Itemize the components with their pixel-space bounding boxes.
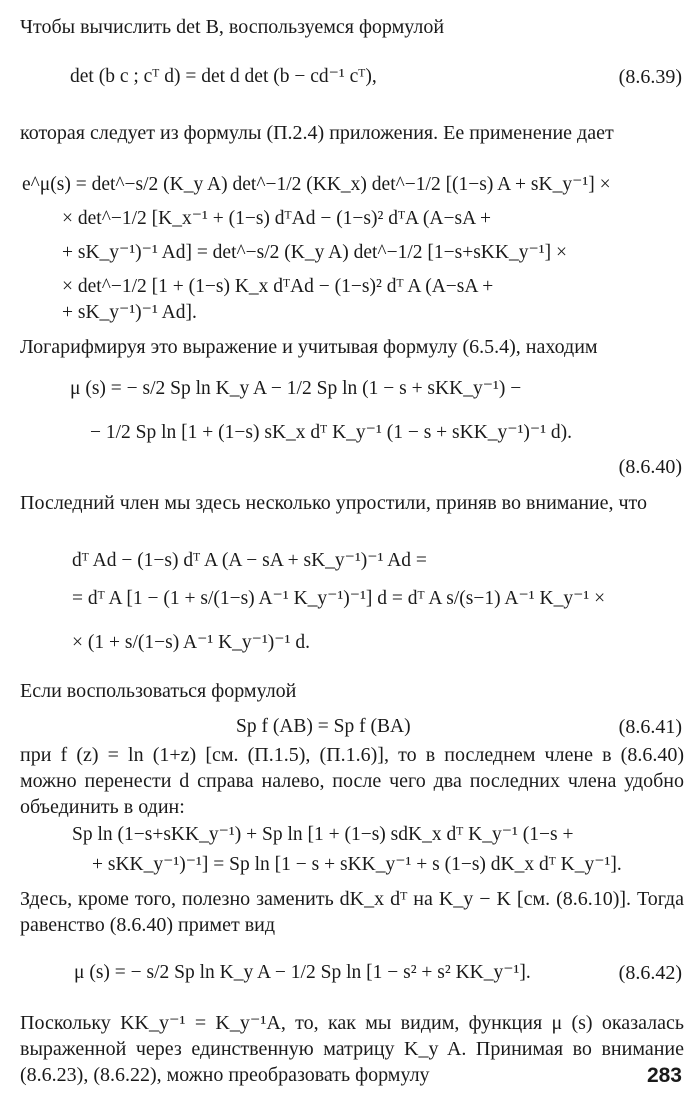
equation-line: Sp ln (1−s+sKK_y⁻¹) + Sp ln [1 + (1−s) sdK_x dᵀ K_y⁻¹ (1−s + [72,824,574,845]
equation-number-8-6-39: (8.6.39) [618,66,682,88]
equation-8-6-40-line-2: − 1/2 Sp ln [1 + (1−s) sK_x dᵀ K_y⁻¹ (1 − s + sKK_y⁻¹)⁻¹ d). [90,422,573,443]
equation-line: × det^−1/2 [1 + (1−s) K_x dᵀAd − (1−s)² dᵀ A (A−sA + [62,276,494,297]
equation-number-8-6-42: (8.6.42) [618,962,682,984]
equation-line: + sK_y⁻¹)⁻¹ Ad]. [62,302,197,323]
page-number: 283 [646,1064,682,1087]
equation-8-6-41: Sp f (AB) = Sp f (BA) [236,716,411,737]
equation-line: = dᵀ A [1 − (1 + s/(1−s) A⁻¹ K_y⁻¹)⁻¹] d = dᵀ A s/(s−1) A⁻¹ K_y⁻¹ × [72,588,606,609]
equation-line: × (1 + s/(1−s) A⁻¹ K_y⁻¹)⁻¹ d. [72,632,310,653]
equation-line: dᵀ Ad − (1−s) dᵀ A (A − sA + sK_y⁻¹)⁻¹ Ad = [72,550,427,571]
paragraph-7: Здесь, кроме того, полезно заменить dK_x dᵀ на K_y − K [см. (8.6.10)]. Тогда равенство (8.6.40) примет вид [20,888,684,936]
equation-8-6-42: μ (s) = − s/2 Sp ln K_y A − 1/2 Sp ln [1 − s² + s² KK_y⁻¹]. [74,962,531,983]
equation-number-8-6-40: (8.6.40) [618,456,682,478]
equation-line: e^μ(s) = det^−s/2 (K_y A) det^−1/2 (KK_x) det^−1/2 [(1−s) A + sK_y⁻¹] × [22,174,611,195]
equation-line: + sK_y⁻¹)⁻¹ Ad] = det^−s/2 (K_y A) det^−1/2 [1−s+sKK_y⁻¹] × [62,242,567,263]
equation-number-8-6-41: (8.6.41) [618,716,682,738]
equation-line: + sKK_y⁻¹)⁻¹] = Sp ln [1 − s + sKK_y⁻¹ + s (1−s) dK_x dᵀ K_y⁻¹]. [92,854,622,875]
paragraph-3: Логарифмируя это выражение и учитывая формулу (6.5.4), находим [20,336,598,358]
paragraph-4: Последний член мы здесь несколько упростили, приняв во внимание, что [20,492,648,514]
equation-8-6-40-line-1: μ (s) = − s/2 Sp ln K_y A − 1/2 Sp ln (1 − s + sKK_y⁻¹) − [70,378,522,399]
paragraph-8: Поскольку KK_y⁻¹ = K_y⁻¹A, то, как мы видим, функция μ (s) оказалась выраженной через единственную матрицу K_y A. Принимая во внимание (8.6.23), (8.6.22), можно преобразовать формулу [20,1012,684,1086]
paragraph-5: Если воспользоваться формулой [20,680,297,702]
paragraph-6: при f (z) = ln (1+z) [см. (П.1.5), (П.1.6)], то в последнем члене в (8.6.40) можно перенести d справа налево, после чего два последних члена удобно объединить в один: [20,744,684,818]
equation-8-6-39: det (b c ; cᵀ d) = det d det (b − cd⁻¹ cᵀ), [70,66,377,87]
paragraph-2: которая следует из формулы (П.2.4) приложения. Ее применение дает [20,122,614,144]
equation-line: × det^−1/2 [K_x⁻¹ + (1−s) dᵀAd − (1−s)² dᵀA (A−sA + [62,208,491,229]
paragraph-1: Чтобы вычислить det B, воспользуемся формулой [20,16,445,38]
